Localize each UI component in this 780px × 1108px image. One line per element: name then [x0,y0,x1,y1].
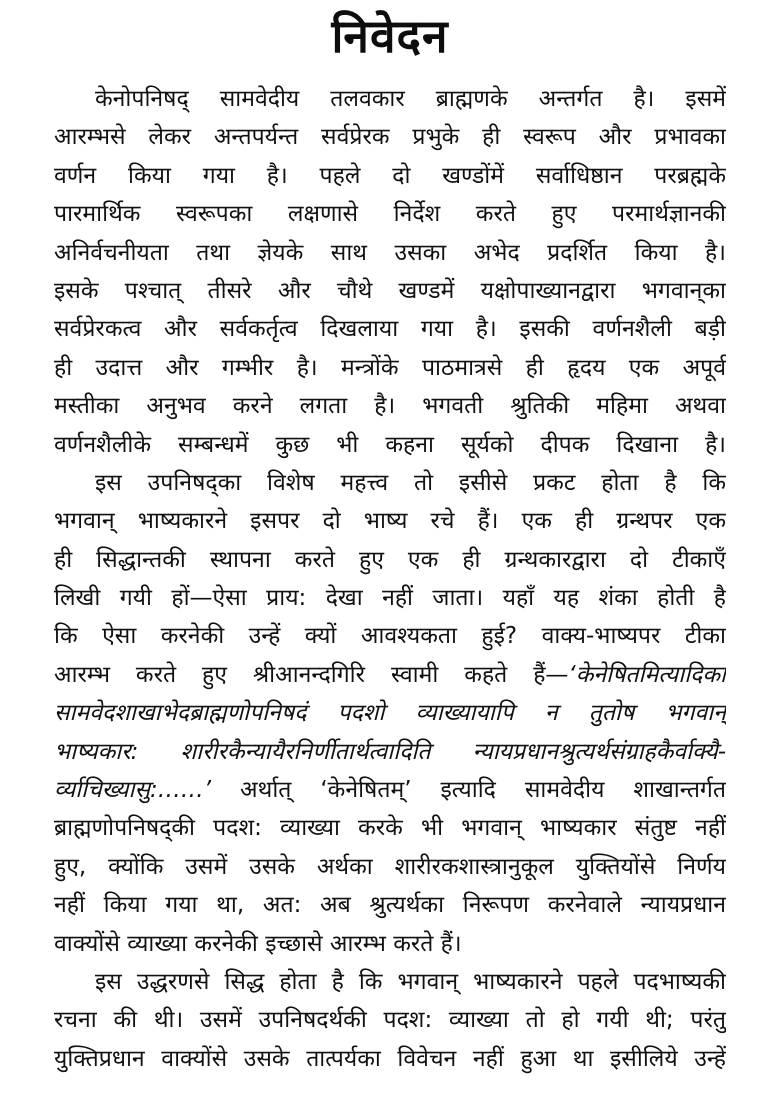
quote-end-line [54,771,726,809]
text-line: युक्तिप्रधान वाक्योंसे उसके तात्पर्यका विवेचन नहीं हुआ था इसीलिये उन्हें [54,1045,726,1072]
sanskrit-quote-start: ‘केनेषितमित्यादिकां [568,661,726,688]
document-body [54,80,726,1078]
text-line: नहीं किया गया था, अत: अब श्रुत्यर्थका निरूपण करनेवाले न्यायप्रधान [54,892,726,919]
quote-intro-line [54,656,726,694]
text-line: आरम्भसे लेकर अन्तपर्यन्त सर्वप्रेरक प्रभुके ही स्वरूप और प्रभावका [54,124,726,151]
sanskrit-quote-end: र्व्याचिख्यासु:……’ [54,777,212,804]
text-line: ब्राह्मणोपनिषद्‌की पदश: व्याख्या करके भी भगवान् भाष्यकार संतुष्ट नहीं [54,815,726,842]
text-line: मस्तीका अनुभव करने लगता है। भगवती श्रुतिकी महिमा अथवा [54,393,726,420]
text-line: वाक्योंसे व्याख्या करनेकी इच्छासे आरम्भ करते हैं। [54,930,462,957]
text-line: अनिर्वचनीयता तथा ज्ञेयके साथ उसका अभेद प्रदर्शित किया है। [54,239,726,266]
text-line: ही उदात्त और गम्भीर है। मन्त्रोंके पाठमात्रसे ही हृदय एक अपूर्व [54,354,726,381]
paragraph-1 [54,80,726,464]
text-line: वर्णनशैलीके सम्बन्धमें कुछ भी कहना सूर्यको दीपक दिखाना है। [54,431,726,458]
quote-intro-text: आरम्भ करते हुए श्रीआनन्दगिरि स्वामी कहते हैं— [54,661,569,688]
text-line: इस उपनिषद्‌का विशेष महत्त्व तो इसीसे प्रकट होता है कि [95,469,726,496]
quote-translation-start: अर्थात् ‘केनेषितम्’ इत्यादि सामवेदीय शाखान्तर्गत [211,777,726,804]
text-line: वर्णन किया गया है। पहले दो खण्डोंमें सर्वाधिष्ठान परब्रह्मके [54,162,726,189]
paragraph-2 [54,464,726,963]
text-line: सर्वप्रेरकत्व और सर्वकर्तृत्व दिखलाया गया है। इसकी वर्णनशैली बड़ी [54,316,726,343]
text-line: ही सिद्धान्तकी स्थापना करते हुए एक ही ग्रन्थकारद्वारा दो टीकाएँ [54,546,726,573]
paragraph-3 [54,963,726,1078]
text-line: इस उद्धरणसे सिद्ध होता है कि भगवान् भाष्यकारने पहले पदभाष्यकी [95,968,726,995]
text-line: लिखी गयी हों—ऐसा प्राय: देखा नहीं जाता। यहाँ यह शंका होती है [54,585,726,612]
text-line: पारमार्थिक स्वरूपका लक्षणासे निर्देश करते हुए परमार्थज्ञानकी [54,201,726,228]
text-line: भगवान् भाष्यकारने इसपर दो भाष्य रचे हैं। एक ही ग्रन्थपर एक [54,508,726,535]
text-line: केनोपनिषद् सामवेदीय तलवकार ब्राह्मणके अन्तर्गत है। इसमें [95,86,726,112]
text-line: हुए, क्योंकि उसमें उसके अर्थका शारीरकशास्त्रानुकूल युक्तियोंसे निर्णय [54,853,726,880]
sanskrit-quote-line: सामवेदशाखाभेदब्राह्मणोपनिषदं पदशो व्याख्यायापि न तुतोष भगवान् [54,700,726,727]
text-line: रचना की थी। उसमें उपनिषदर्थकी पदश: व्याख्या तो हो गयी थी; परंतु [54,1007,726,1034]
sanskrit-quote-line: भाष्यकार: शारीरकैन्यायैरनिर्णीतार्थत्वादिति न्यायप्रधानश्रुत्यर्थसंग्राहकैर्वाक्यै- [54,738,726,765]
text-line: कि ऐसा करनेकी उन्हें क्यों आवश्यकता हुई? वाक्य-भाष्यपर टीका [54,623,726,650]
document-page [54,0,726,1078]
text-line: इसके पश्चात् तीसरे और चौथे खण्डमें यक्षोपाख्यानद्वारा भगवान्‌का [54,277,726,304]
page-title: निवेदन [331,9,449,63]
